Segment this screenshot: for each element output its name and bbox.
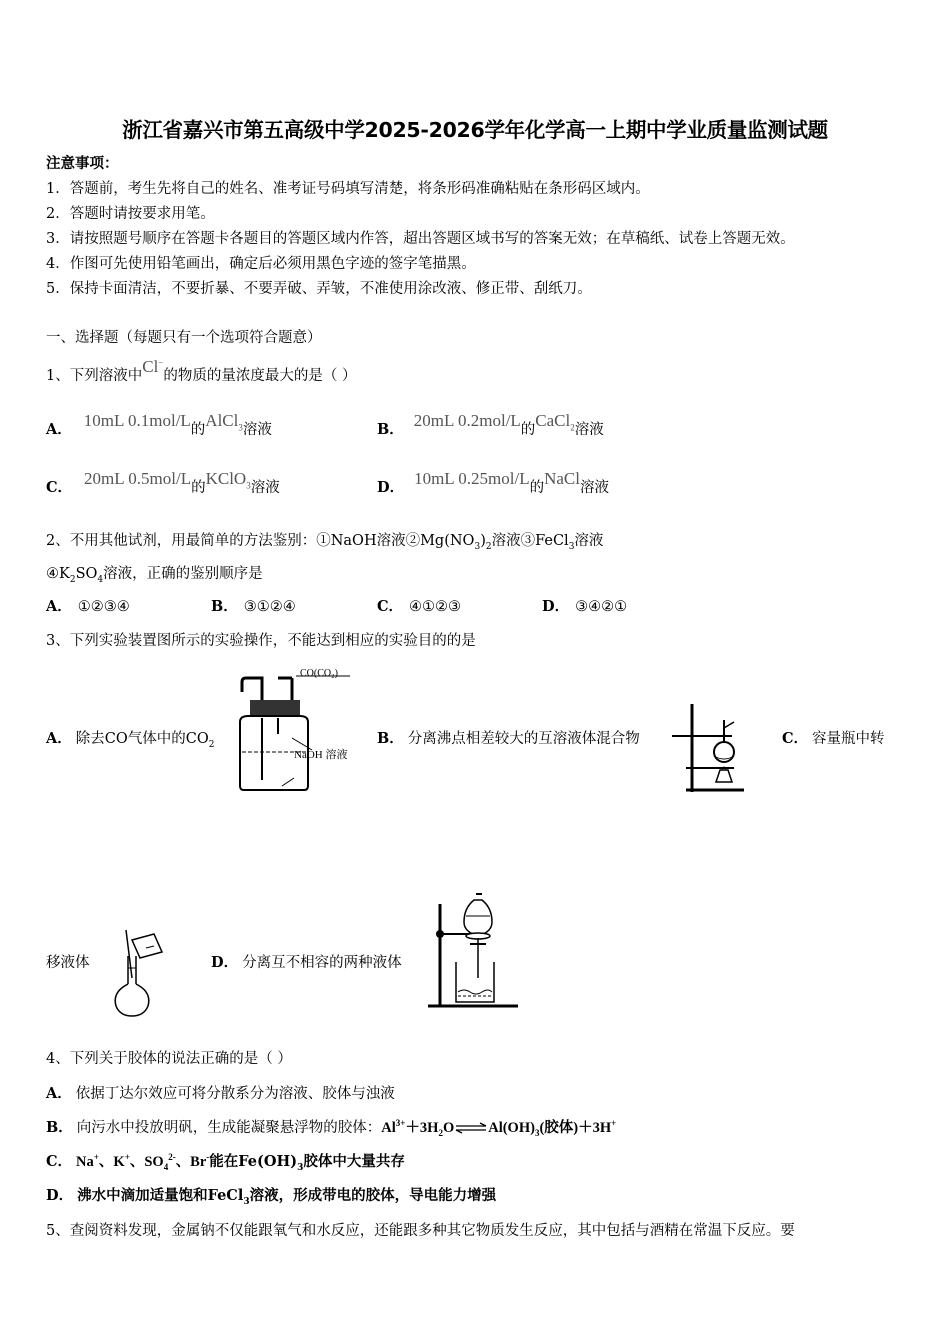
q1-prefix: 1、下列溶液中 <box>46 368 143 384</box>
figure-distillation-setup <box>672 700 752 796</box>
section-heading: 一、选择题（每题只有一个选项符合题意） <box>46 330 322 346</box>
figure-a-solution-label: NaOH 溶液 <box>294 749 348 761</box>
formula-nacl: NaCl <box>544 469 580 488</box>
figure-a-gas-label: CO(CO₂) <box>300 668 338 679</box>
q3-option-c-continued: 移液体 <box>46 955 90 971</box>
question-4-stem: 4、下列关于胶体的说法正确的是（ ） <box>46 1051 292 1067</box>
question-1-stem <box>46 357 357 385</box>
notice-item: 4．作图可先使用铅笔画出，确定后必须用黑色字迹的签字笔描黑。 <box>46 256 476 272</box>
q3-option-c: C． 容量瓶中转 <box>782 730 885 747</box>
q1-option-b: B． 20mL 0.2mol/L的CaCl$_2$溶液 <box>377 411 604 438</box>
q1-option-d: D． 10mL 0.25mol/L的NaCl溶液 <box>377 469 609 496</box>
q1-option-a: A． 10mL 0.1mol/L的AlCl$_3$溶液 <box>46 411 272 438</box>
question-2-stem-line1: 2、不用其他试剂，用最简单的方法鉴别：①NaOH溶液$②Mg(NO_3)_2$溶液③FeCl$_3$溶液 <box>46 533 604 552</box>
figure-gas-washing-bottle <box>232 662 362 794</box>
formula-alcl3: AlCl$_3$ <box>205 411 243 433</box>
formula-cacl2: CaCl$_2$ <box>535 411 575 433</box>
notice-item: 2．答题时请按要求用笔。 <box>46 206 215 222</box>
q4-option-c: C． Na+、K+、$SO_4^{2-}$、Br-能在$Fe(OH)_3$胶体中大量共存 <box>46 1152 405 1173</box>
notice-item: 1．答题前，考生先将自己的姓名、准考证号码填写清楚，将条形码准确粘贴在条形码区域内。 <box>46 181 650 197</box>
q2-option-a: A． ①②③④ <box>46 598 130 615</box>
page-title: 浙江省嘉兴市第五高级中学2025-2026学年化学高一上期中学业质量监测试题 <box>122 118 828 142</box>
question-3-stem: 3、下列实验装置图所示的实验操作，不能达到相应的实验目的的是 <box>46 633 476 649</box>
q4-option-a: A． 依据丁达尔效应可将分散系分为溶液、胶体与浊液 <box>46 1085 395 1102</box>
notice-item: 3．请按照题号顺序在答题卡各题目的答题区域内作答，超出答题区域书写的答案无效；在草稿纸、试卷上答题无效。 <box>46 231 795 247</box>
reversible-arrow-icon <box>454 1122 488 1134</box>
q4-option-d: D． 沸水中滴加适量饱和FeCl$_3$溶液，形成带电的胶体，导电能力增强 <box>46 1187 497 1207</box>
q1-suffix: 的物质的量浓度最大的是（ ） <box>163 368 357 384</box>
q4-option-b: B． 向污水中投放明矾，生成能凝聚悬浮物的胶体：$Al^{3+}+3H_2O$ $Al(OH)_3$(胶体)＋3H+ <box>46 1118 617 1138</box>
q3-option-a: A． 除去CO气体中的$CO_2$ <box>46 730 215 750</box>
figure-separatory-funnel <box>424 892 524 1012</box>
q1-ion: Cl− <box>142 357 164 376</box>
formula-kclo3: KClO$_3$ <box>205 469 251 491</box>
q2-option-c: C． ④①②③ <box>377 598 462 615</box>
q2-option-d: D． ③④②① <box>542 598 628 615</box>
notice-item: 5．保持卡面清洁，不要折暴、不要弄破、弄皱，不准使用涂改液、修正带、刮纸刀。 <box>46 281 592 297</box>
question-2-stem-line2: $④K_2SO_4$溶液，正确的鉴别顺序是 <box>46 566 263 585</box>
question-5-stem: 5、查阅资料发现，金属钠不仅能跟氧气和水反应，还能跟多种其它物质发生反应，其中包括与酒精在常温下反应。要 <box>46 1223 795 1239</box>
q3-option-d: D． 分离互不相容的两种液体 <box>211 954 402 971</box>
q3-option-b: B． 分离沸点相差较大的互溶液体混合物 <box>377 730 640 747</box>
figure-volumetric-flask <box>106 926 170 1018</box>
q1-option-c: C． 20mL 0.5mol/L的KClO$_3$溶液 <box>46 469 280 496</box>
notice-heading: 注意事项： <box>46 155 119 172</box>
q2-option-b: B． ③①②④ <box>211 598 296 615</box>
